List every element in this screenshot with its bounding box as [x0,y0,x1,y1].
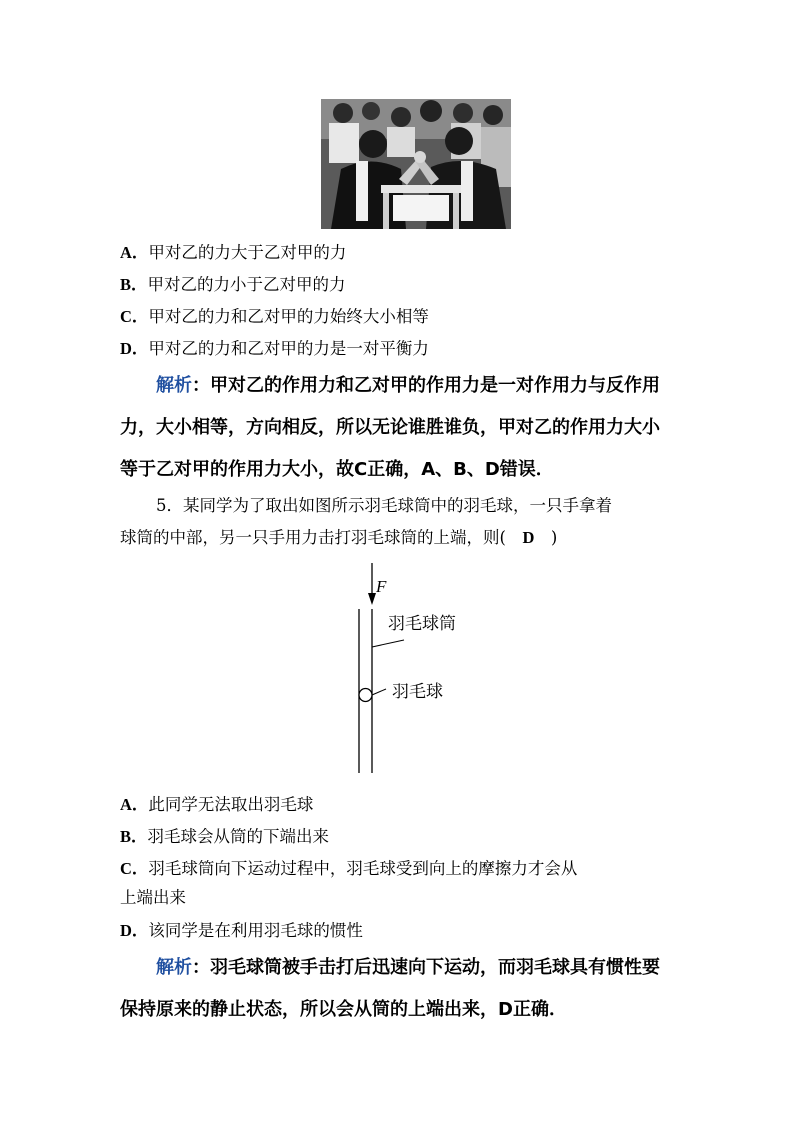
tube-label: 羽毛球筒 [388,614,456,634]
arm-wrestling-photo [321,99,511,229]
q5-option-c-cont: 上端出来 [120,888,186,907]
q5-stem-line1: 5．某同学为了取出如图所示羽毛球筒中的羽毛球，一只手拿着 [156,496,612,515]
analysis-tag: 解析 [156,375,192,396]
photo-illustration [321,99,511,229]
q5-analysis-line1: 解析：羽毛球筒被手击打后迅速向下运动，而羽毛球具有惯性要 [156,957,660,978]
q5-option-b: B．羽毛球会从筒的下端出来 [120,827,330,846]
q5-stem-line2: 球筒的中部，另一只手用力击打羽毛球筒的上端，则( D ) [120,528,558,547]
analysis-tag: 解析 [156,957,192,978]
q4-analysis-line3: 等于乙对甲的作用力大小，故C正确，A、B、D错误． [120,459,554,480]
q5-option-d: D．该同学是在利用羽毛球的惯性 [120,921,363,940]
q4-option-c: C．甲对乙的力和乙对甲的力始终大小相等 [120,307,429,326]
q4-option-d: D．甲对乙的力和乙对甲的力是一对平衡力 [120,339,429,358]
q4-analysis-line2: 力，大小相等，方向相反，所以无论谁胜谁负，甲对乙的作用力大小 [120,417,660,438]
q4-option-b: B．甲对乙的力小于乙对甲的力 [120,275,346,294]
q5-analysis-line2: 保持原来的静止状态，所以会从筒的上端出来，D正确． [120,999,567,1020]
tube-svg [340,555,500,777]
force-arrow-head [368,593,376,605]
force-label: F [376,577,387,596]
shuttlecock-ball [359,689,372,702]
badminton-tube-diagram [340,555,500,777]
tube-leader-line [372,640,404,647]
q5-answer: D [522,528,535,547]
q5-option-a: A．此同学无法取出羽毛球 [120,795,314,814]
ball-label: 羽毛球 [392,682,443,702]
q5-option-c: C．羽毛球筒向下运动过程中，羽毛球受到向上的摩擦力才会从 [120,859,578,878]
q4-analysis-line1: 解析：甲对乙的作用力和乙对甲的作用力是一对作用力与反作用 [156,375,660,396]
ball-leader-line [372,689,386,695]
q4-option-a: A．甲对乙的力大于乙对甲的力 [120,243,347,262]
